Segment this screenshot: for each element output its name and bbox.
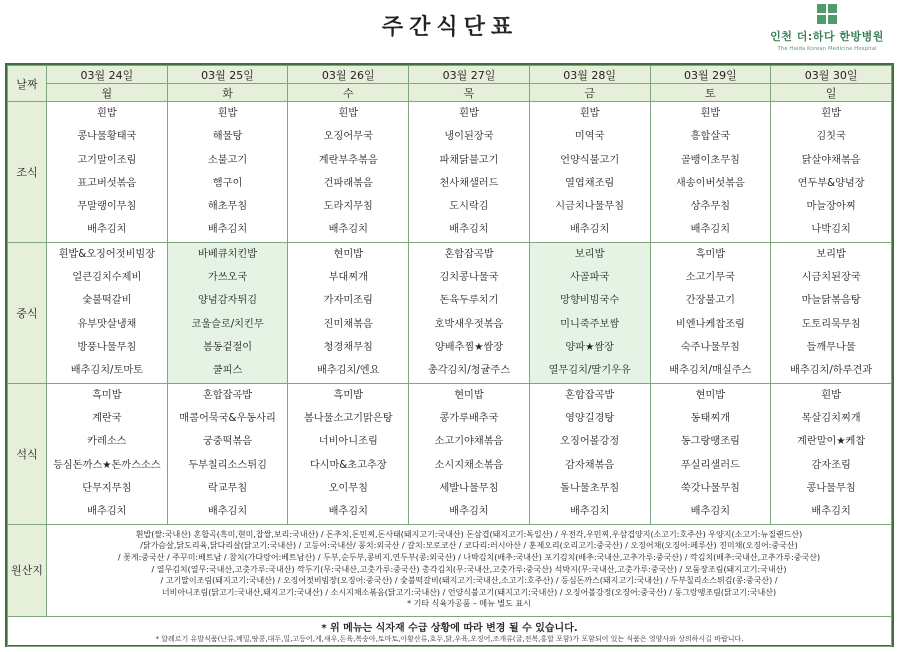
menu-item: 현미밥 bbox=[333, 248, 364, 260]
lunch-day-cell bbox=[288, 242, 409, 383]
hospital-logo bbox=[762, 4, 892, 52]
menu-item: 간장불고기 bbox=[685, 295, 735, 307]
menu-item: 배추김치 bbox=[328, 224, 368, 236]
menu-item: 흑미밥 bbox=[333, 389, 364, 401]
date-label: 날짜 bbox=[8, 66, 47, 102]
menu-item: 유부맛살냉채 bbox=[77, 318, 137, 330]
menu-item: 흰밥 bbox=[459, 108, 479, 119]
menu-item: 양파★쌈장 bbox=[565, 341, 614, 353]
menu-item: 보리밥 bbox=[816, 248, 846, 260]
menu-item: 보리밥 bbox=[574, 248, 605, 260]
menu-item: 계란말이★케찹 bbox=[797, 436, 866, 448]
menu-item: 오징어무국 bbox=[323, 131, 373, 143]
menu-item: 코울슬로/치킨무 bbox=[191, 318, 264, 330]
menu-item: 흰밥 bbox=[821, 108, 841, 119]
breakfast-day-cell bbox=[47, 102, 168, 243]
lunch-day-cell bbox=[650, 242, 771, 383]
menu-item: 미역국 bbox=[574, 131, 605, 143]
menu-item: 푸실리샐러드 bbox=[680, 459, 740, 471]
menu-item: 시금치된장국 bbox=[801, 272, 861, 284]
date-cell: 03월 25일 bbox=[167, 66, 288, 84]
menu-item: 방풍나물무침 bbox=[77, 341, 137, 353]
weekday-cell: 목 bbox=[409, 84, 530, 102]
menu-item: 흰밥 bbox=[338, 108, 359, 119]
menu-item: 닭살야채볶음 bbox=[801, 154, 861, 166]
weekday-cell: 금 bbox=[529, 84, 650, 102]
menu-item: 흰밥 bbox=[217, 108, 238, 119]
dinner-day-cell bbox=[47, 383, 168, 524]
menu-item: 해물탕 bbox=[212, 131, 243, 143]
menu-item: 부대찌개 bbox=[328, 272, 368, 284]
menu-item: 표고버섯볶음 bbox=[77, 177, 137, 189]
menu-item: 배추김치 bbox=[690, 224, 731, 236]
date-cell: 03월 26일 bbox=[288, 66, 409, 84]
menu-item: 도토리묵무침 bbox=[801, 318, 861, 330]
menu-item: 돌나물초무침 bbox=[560, 482, 620, 494]
menu-item: 언양식불고기 bbox=[560, 154, 620, 166]
dinner-row bbox=[8, 383, 892, 524]
menu-item: 양배추찜★쌈장 bbox=[434, 341, 504, 353]
menu-item: 냉이된장국 bbox=[444, 131, 494, 143]
menu-item: 흰밥 bbox=[700, 108, 721, 119]
origin-label: 원산지 bbox=[8, 524, 47, 616]
menu-item: 카레소스 bbox=[87, 436, 127, 448]
menu-item: 동태찌개 bbox=[690, 413, 731, 425]
menu-item: 배추김치 bbox=[811, 506, 851, 518]
date-row bbox=[8, 66, 892, 84]
menu-item: 배추김치/매실주스 bbox=[669, 365, 752, 377]
menu-item: 도라지무침 bbox=[323, 201, 373, 213]
menu-item: 현미밥 bbox=[695, 389, 726, 401]
weekday-cell: 토 bbox=[650, 84, 771, 102]
date-cell: 03월 24일 bbox=[47, 66, 168, 84]
menu-item: 배추김치 bbox=[87, 224, 127, 236]
menu-item: 소고기무국 bbox=[685, 272, 735, 284]
menu-item: 망향비빔국수 bbox=[560, 295, 620, 307]
menu-item: 햄구이 bbox=[212, 177, 243, 189]
weekday-cell: 화 bbox=[167, 84, 288, 102]
page-title: 주간식단표 bbox=[381, 15, 519, 40]
menu-item: 배추김치/토마토 bbox=[70, 365, 144, 377]
menu-item: 파채닭불고기 bbox=[439, 154, 499, 166]
menu-item: 궁중떡볶음 bbox=[202, 436, 253, 448]
menu-item: 배추김치 bbox=[449, 506, 489, 518]
menu-item: 배추김치/엔요 bbox=[317, 365, 380, 377]
menu-item: 바베큐치킨밥 bbox=[198, 248, 258, 260]
date-cell: 03월 28일 bbox=[529, 66, 650, 84]
breakfast-day-cell bbox=[650, 102, 771, 243]
logo-subtitle: The Haida Korean Medicine Hospital bbox=[777, 46, 877, 52]
origin-line: 흰밥(쌀:국내산) 혼합곡(흑미,현미,찹쌀,보리:국내산) / 돈추치,돈민찌,돈사태(돼지고기:국내산) 돈삼겹(돼지고기:독일산) / 우전각,우민찌,우삼겹양지(소고기:호주산) 우양지(소고기:뉴질랜드산) bbox=[135, 529, 803, 539]
menu-item: 김칫국 bbox=[816, 131, 846, 143]
menu-item: 청경채무침 bbox=[323, 341, 373, 353]
menu-item: 배추김치 bbox=[328, 506, 368, 518]
menu-table bbox=[5, 63, 894, 647]
menu-item: 쿨피스 bbox=[212, 365, 243, 377]
menu-item: 동그랑땡조림 bbox=[680, 436, 740, 448]
weekday-cell: 수 bbox=[288, 84, 409, 102]
menu-item: 천사채샐러드 bbox=[439, 177, 499, 189]
menu-item: 배추김치 bbox=[569, 506, 610, 518]
menu-item: 소고기야채볶음 bbox=[434, 436, 504, 448]
menu-item: 오징어볼강정 bbox=[560, 436, 620, 448]
menu-item: 호박새우젓볶음 bbox=[434, 318, 504, 330]
dinner-label: 석식 bbox=[8, 383, 47, 524]
breakfast-label: 조식 bbox=[8, 102, 47, 243]
menu-item: 얼큰김치수제비 bbox=[72, 272, 142, 284]
lunch-day-cell bbox=[771, 242, 892, 383]
origin-row bbox=[8, 524, 892, 616]
menu-item: 현미밥 bbox=[454, 389, 484, 401]
menu-item: 다시마&초고추장 bbox=[309, 459, 387, 471]
menu-item: 마늘장아찌 bbox=[806, 201, 856, 213]
menu-item: 봄동겉절이 bbox=[202, 341, 253, 353]
menu-item: 감자채볶음 bbox=[565, 459, 615, 471]
menu-item: 감자조림 bbox=[811, 459, 851, 471]
menu-item: 열무김치/딸기우유 bbox=[548, 365, 631, 377]
breakfast-day-cell bbox=[409, 102, 530, 243]
menu-change-notice: * 위 메뉴는 식자재 수급 상황에 따라 변경 될 수 있습니다. bbox=[321, 622, 578, 634]
menu-item: 콩나물무침 bbox=[806, 482, 856, 494]
menu-item: 새송이버섯볶음 bbox=[675, 177, 745, 189]
menu-item: 진미채볶음 bbox=[323, 318, 373, 330]
date-cell: 03월 29일 bbox=[650, 66, 771, 84]
origin-line: /닭가슴살,닭도리육,닭다리살(닭고기:국내산) / 고등어:국내산/ 꽁치:외국산 / 갈치:모로코산 / 코다리:러시아산 / 훈제오리(오리고기:중국산) / 오징어채(오징어:페루산) 진미채(오징어:중국산) bbox=[140, 541, 798, 551]
menu-item: 비엔나케찹조림 bbox=[675, 318, 745, 330]
menu-item: 마늘닭볶음탕 bbox=[801, 295, 861, 307]
origin-line: / 꽃게:중국산 / 주꾸미:베트남 / 참치(가다랑어:베트남산) / 두부,순두부,콩비지,연두부(콩:외국산) / 나박김치(배추:국내산) 포기김치(배추:국내산,고추가루:중국산) / 깍김치(배추:국내산,고추가루:중국산) bbox=[117, 552, 821, 562]
allergy-notice: * 알레르기 유발식품(난류,메밀,땅콩,대두,밀,고등어,게,새우,돈육,복숭아,토마토,아황산류,호두,닭,우육,오징어,조개류(굴,전복,홍합 포함)가 포함되어 있는 식품은 영양사와 상의하시길 바랍니다. bbox=[155, 634, 744, 643]
breakfast-day-cell bbox=[529, 102, 650, 243]
menu-item: 시금치나물무침 bbox=[555, 201, 625, 213]
menu-item: 콩가루배추국 bbox=[439, 413, 499, 425]
dinner-day-cell bbox=[771, 383, 892, 524]
menu-item: 콩나물황태국 bbox=[77, 131, 137, 143]
menu-item: 흰밥 bbox=[579, 108, 600, 119]
origin-line: / 열무김치(열무:국내산,고춧가루:국내산) 깍두기(무:국내산,고춧가루:중국산) 총각김치(무:국내산,고춧가루:중국산) 석박지(무:국내산,고춧가루:중국산) / 모둠장조림(돼지고기:국내산) bbox=[151, 564, 787, 574]
menu-item: 열엽채조림 bbox=[565, 177, 615, 189]
menu-item: 너비아니조림 bbox=[318, 436, 378, 448]
menu-item: 영양길경탕 bbox=[565, 413, 615, 425]
menu-item: 골뱅이초무침 bbox=[680, 154, 740, 166]
dinner-day-cell bbox=[288, 383, 409, 524]
menu-item: 배추김치 bbox=[449, 224, 489, 236]
menu-item: 배추김치 bbox=[87, 506, 127, 518]
menu-item: 연두부&양념장 bbox=[797, 177, 865, 189]
lunch-day-cell bbox=[167, 242, 288, 383]
menu-item: 쑥갓나물무침 bbox=[680, 482, 740, 494]
dinner-day-cell bbox=[409, 383, 530, 524]
breakfast-day-cell bbox=[167, 102, 288, 243]
menu-item: 락교무침 bbox=[207, 482, 248, 494]
menu-item: 목살김치찌개 bbox=[801, 413, 861, 425]
menu-item: 흰밥 bbox=[821, 389, 841, 401]
menu-item: 두부칠리소스튀김 bbox=[188, 459, 267, 471]
menu-item: 해초무침 bbox=[207, 201, 248, 213]
menu-item: 배추김치 bbox=[207, 506, 248, 518]
breakfast-day-cell bbox=[771, 102, 892, 243]
menu-item: 들깨무나물 bbox=[806, 341, 856, 353]
menu-item: 건파래볶음 bbox=[323, 177, 373, 189]
weekday-cell: 일 bbox=[771, 84, 892, 102]
menu-item: 계란국 bbox=[92, 413, 122, 425]
lunch-label: 중식 bbox=[8, 242, 47, 383]
menu-item: 무말랭이무침 bbox=[77, 201, 137, 213]
menu-item: 배추김치/하루견과 bbox=[790, 365, 873, 377]
menu-item: 혼합잡곡밥 bbox=[202, 389, 253, 401]
menu-item: 가쓰오국 bbox=[207, 272, 248, 284]
menu-item: 김치콩나물국 bbox=[439, 272, 499, 284]
menu-item: 상추무침 bbox=[690, 201, 731, 213]
menu-item: 등심돈까스★돈까스소스 bbox=[53, 459, 161, 471]
menu-item: 배추김치 bbox=[207, 224, 248, 236]
lunch-day-cell bbox=[409, 242, 530, 383]
menu-item: 배추김치 bbox=[569, 224, 610, 236]
menu-item: 도시락김 bbox=[449, 201, 489, 213]
menu-item: 양념감자튀김 bbox=[198, 295, 258, 307]
menu-item: 배추김치 bbox=[690, 506, 731, 518]
menu-item: 숯불떡갈비 bbox=[82, 295, 132, 307]
weekday-cell: 월 bbox=[47, 84, 168, 102]
menu-item: 흑미밥 bbox=[695, 248, 726, 260]
dinner-day-cell bbox=[529, 383, 650, 524]
menu-item: 매콤어묵국&우동사리 bbox=[179, 413, 276, 425]
date-cell: 03월 30일 bbox=[771, 66, 892, 84]
menu-item: 혼합잡곡밥 bbox=[565, 389, 615, 401]
menu-item: 사골파국 bbox=[569, 272, 610, 284]
menu-item: 흑미밥 bbox=[92, 389, 122, 401]
origin-line: * 기타 식육가공품 – 메뉴 별도 표시 bbox=[407, 599, 531, 609]
menu-item: 숙주나물무침 bbox=[680, 341, 740, 353]
menu-item: 가자미조림 bbox=[323, 295, 373, 307]
menu-item: 계란부추볶음 bbox=[318, 154, 378, 166]
menu-item: 혼합잡곡밥 bbox=[444, 248, 494, 260]
menu-item: 흰밥&오징어젓비빔장 bbox=[58, 248, 156, 260]
logo-name: 인천 더:하다 한방병원 bbox=[770, 30, 884, 43]
weekday-row bbox=[8, 84, 892, 102]
menu-item: 흥합살국 bbox=[690, 131, 731, 143]
notice-cell bbox=[8, 616, 892, 646]
menu-item: 단무지무침 bbox=[82, 482, 132, 494]
origin-text bbox=[47, 524, 892, 616]
lunch-day-cell bbox=[529, 242, 650, 383]
menu-item: 미니죽주보쌈 bbox=[560, 318, 620, 330]
menu-item: 세발나물무침 bbox=[439, 482, 499, 494]
menu-item: 소시지채소볶음 bbox=[434, 459, 504, 471]
menu-item: 고기말이조림 bbox=[77, 154, 137, 166]
logo-icon bbox=[817, 4, 837, 24]
menu-item: 돈육두루치기 bbox=[439, 295, 499, 307]
menu-item: 오이무침 bbox=[328, 482, 368, 494]
lunch-day-cell bbox=[47, 242, 168, 383]
lunch-row bbox=[8, 242, 892, 383]
menu-item: 총각김치/청귤주스 bbox=[427, 365, 511, 377]
date-cell: 03월 27일 bbox=[409, 66, 530, 84]
origin-line: 너비아니조림(닭고기:국내산,돼지고기:국내산) / 소시지채소볶음(닭고기:국내산) / 언양식불고기(돼지고기:국내산) / 오징어볼강정(오징어:중국산) / 동그랑땡조림(닭고기:국내산) bbox=[161, 587, 777, 597]
breakfast-row bbox=[8, 102, 892, 243]
dinner-day-cell bbox=[167, 383, 288, 524]
dinner-day-cell bbox=[650, 383, 771, 524]
menu-item: 흰밥 bbox=[97, 108, 117, 119]
origin-line: / 고기말이조림(돼지고기:국내산) / 오징어젓비빔장(오징어:중국산) / 숯불떡갈비(돼지고기:국내산,소고기:호주산) / 등심돈까스(돼지고기:국내산) / 두부칠리소스튀김(콩:중국산) / bbox=[160, 576, 778, 586]
menu-item: 봄나물소고기맑은탕 bbox=[303, 413, 393, 425]
menu-item: 소불고기 bbox=[207, 154, 248, 166]
notice-row bbox=[8, 616, 892, 646]
menu-item: 나박김치 bbox=[811, 224, 851, 236]
breakfast-day-cell bbox=[288, 102, 409, 243]
